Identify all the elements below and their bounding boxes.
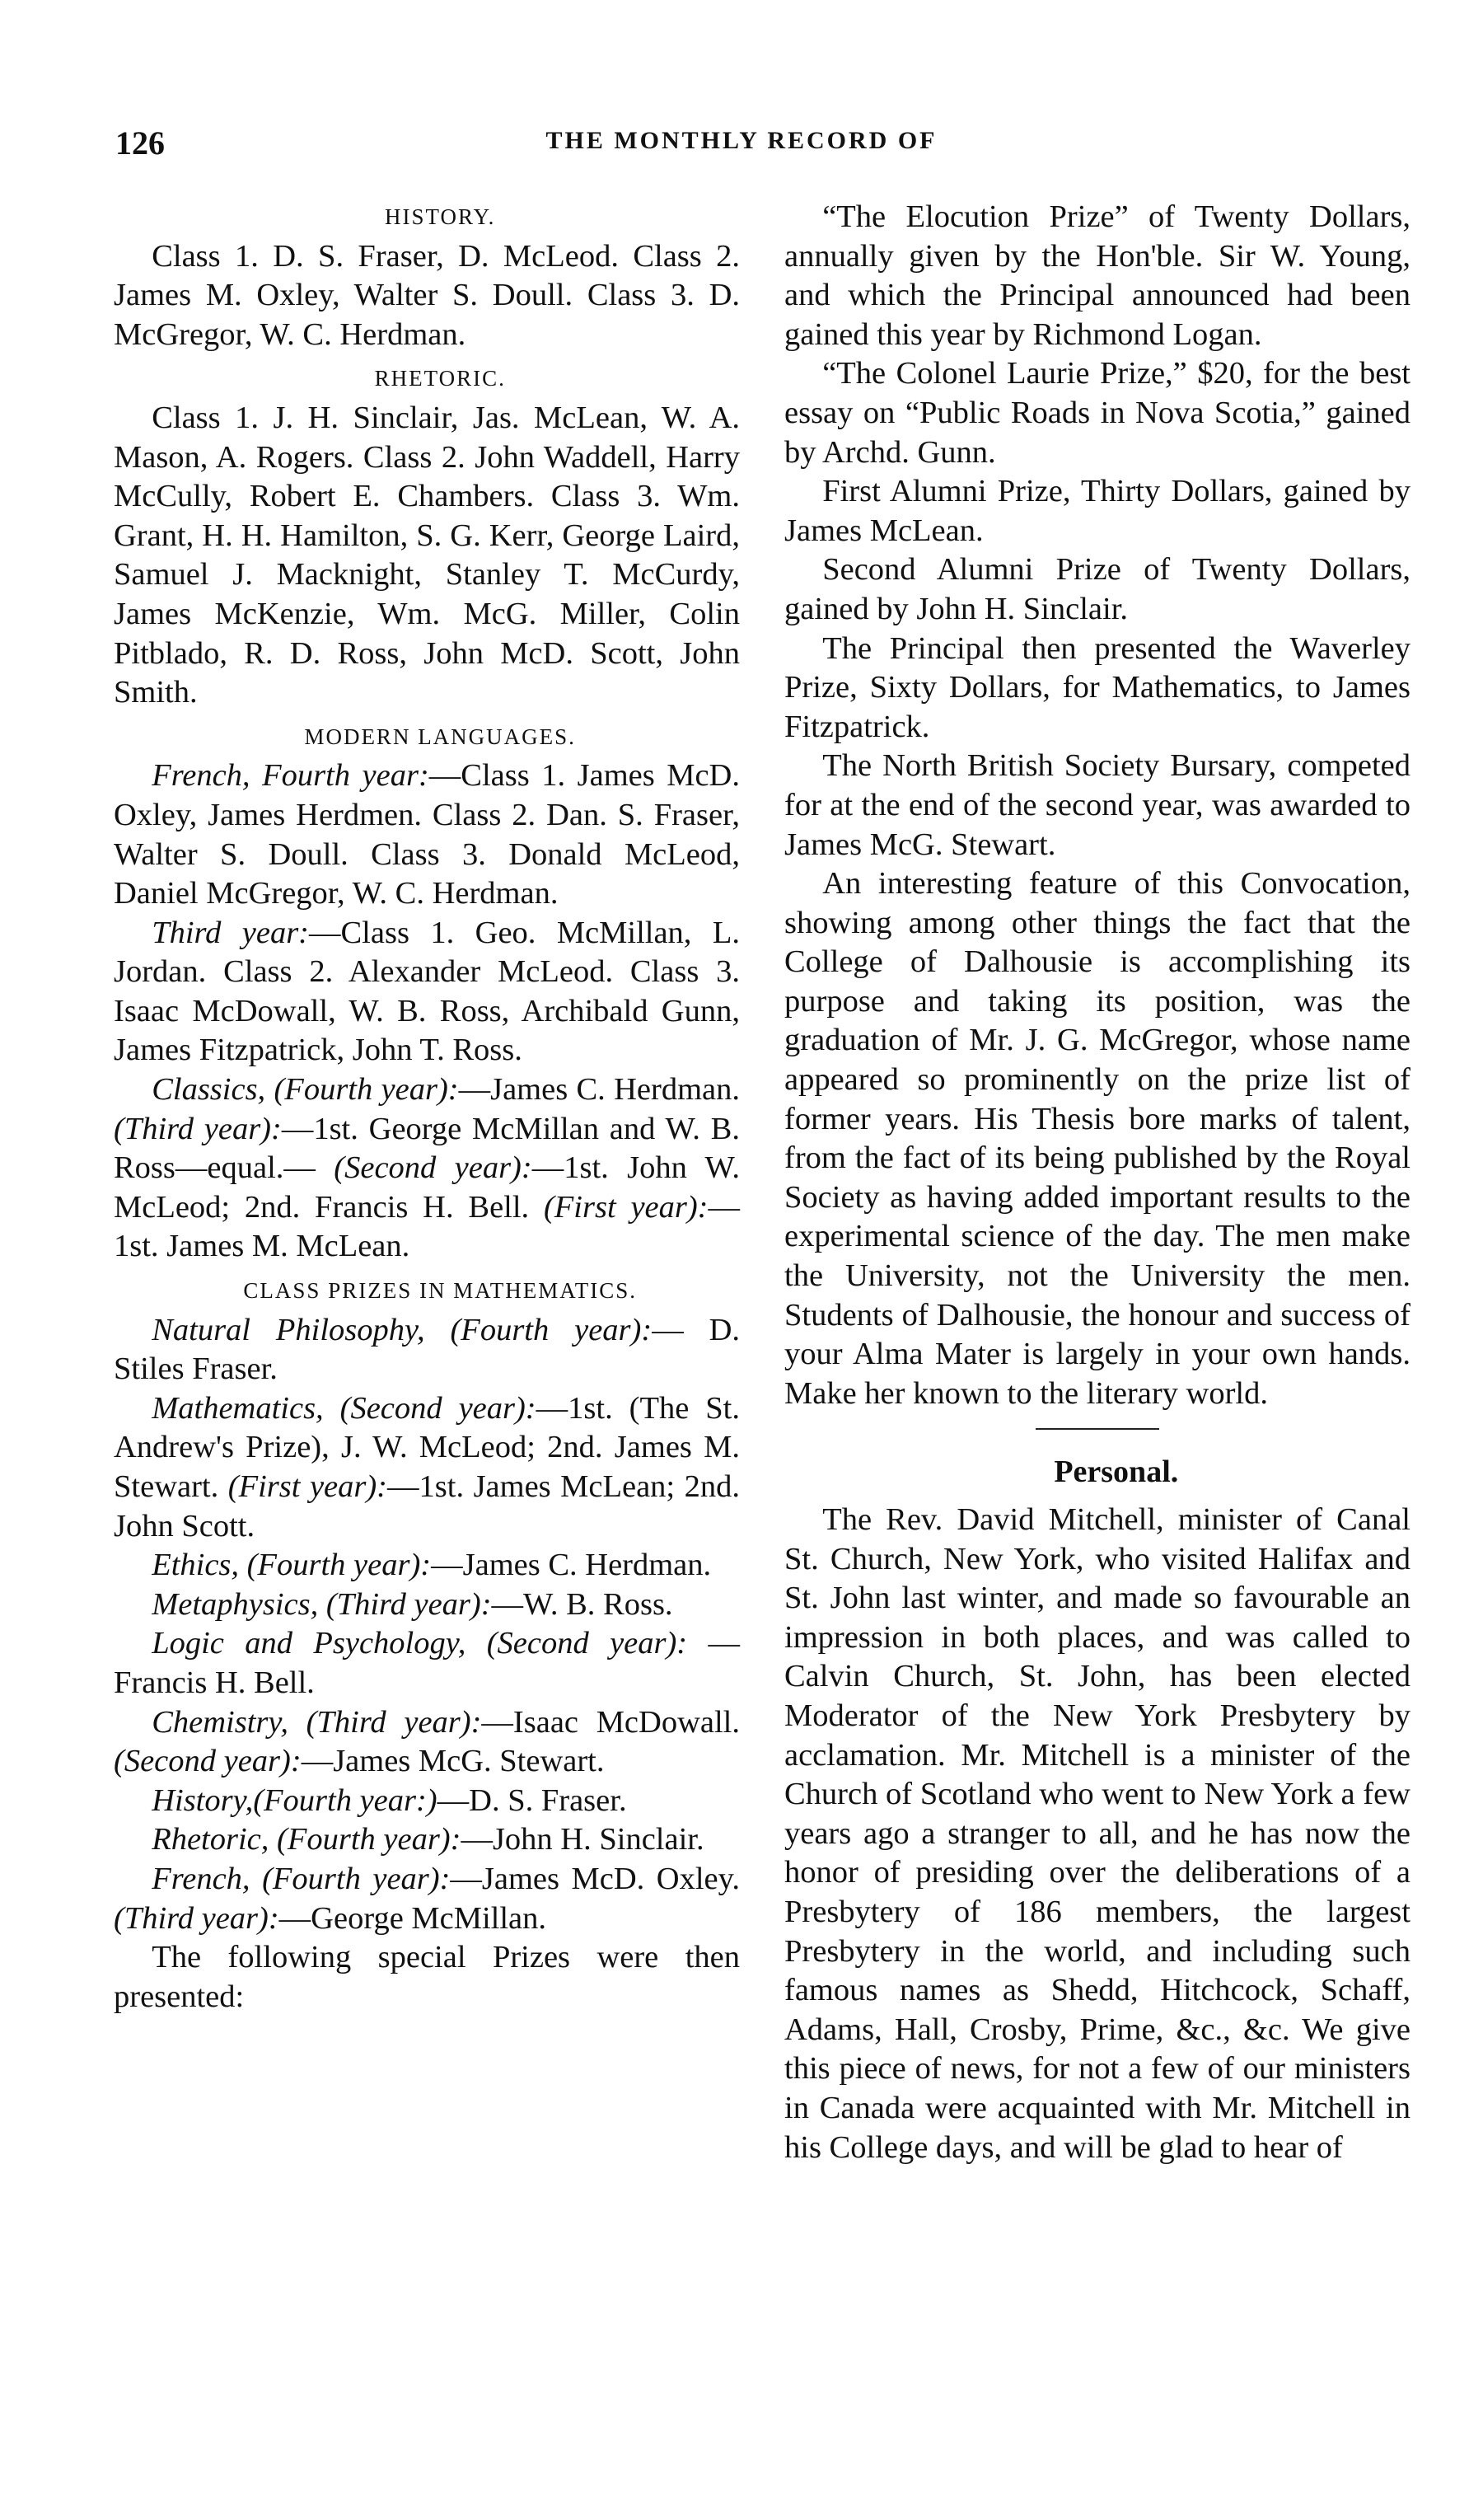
french-prize-label: French, (Fourth year): bbox=[152, 1861, 451, 1896]
left-column bbox=[114, 198, 740, 2016]
classics-paragraph bbox=[114, 1070, 740, 1267]
classics-second-text: —1st. John W. McLeod; 2nd. Francis H. Bell. bbox=[114, 1150, 740, 1225]
history-paragraph: Class 1. D. S. Fraser, D. McLeod. Class 2. James M. Oxley, Walter S. Doull. Class 3. D. McGregor, W. C. Herdman. bbox=[114, 238, 740, 352]
nat-phil-paragraph bbox=[114, 1311, 740, 1389]
mathematics-paragraph bbox=[114, 1389, 740, 1546]
classics-first-label: (First year): bbox=[543, 1189, 709, 1225]
rhetoric-prize-paragraph bbox=[114, 1820, 740, 1860]
metaphysics-label: Metaphysics, (Third year): bbox=[152, 1586, 492, 1622]
chemistry-second-label: (Second year): bbox=[114, 1744, 302, 1779]
third-year-paragraph bbox=[114, 914, 740, 1070]
ethics-text: —James C. Herdman. bbox=[431, 1548, 712, 1583]
metaphysics-text: —W. B. Ross. bbox=[491, 1586, 673, 1622]
chemistry-paragraph bbox=[114, 1703, 740, 1782]
logic-text: —Francis H. Bell. bbox=[114, 1626, 740, 1700]
bursary-paragraph: The North British Society Bursary, competed for at the end of the second year, was awarded to James McG. Stewart. bbox=[784, 748, 1410, 862]
french-prize-paragraph bbox=[114, 1860, 740, 1938]
ethics-label: Ethics, (Fourth year): bbox=[152, 1548, 432, 1583]
personal-heading: Personal. bbox=[1054, 1454, 1179, 1490]
classics-text: —James C. Herdman. bbox=[458, 1072, 740, 1108]
classics-third-label: (Third year): bbox=[114, 1111, 282, 1146]
section-divider bbox=[1036, 1428, 1159, 1430]
classics-third-text: —1st. George McMillan and W. B. Ross—equal.— bbox=[114, 1111, 740, 1186]
french-prize-text: —James McD. Oxley. bbox=[450, 1861, 740, 1896]
waverley-paragraph: The Principal then presented the Waverley Prize, Sixty Dollars, for Mathematics, to James Fitzpatrick. bbox=[784, 630, 1410, 744]
history-prize-text: —D. S. Fraser. bbox=[437, 1782, 627, 1818]
rhetoric-heading: RHETORIC. bbox=[374, 366, 506, 391]
page-number: 126 bbox=[115, 124, 165, 162]
nat-phil-text: — D. Stiles Fraser. bbox=[114, 1312, 740, 1387]
logic-label: Logic and Psychology, (Second year): bbox=[152, 1626, 688, 1661]
nat-phil-label: Natural Philosophy, (Fourth year): bbox=[152, 1312, 653, 1347]
elocution-paragraph: “The Elocution Prize” of Twenty Dollars, annually given by the Hon'ble. Sir W. Young, and which the Principal announced had been gained this year by Richmond Logan. bbox=[784, 199, 1410, 352]
french-fourth-text: —Class 1. James McD. Oxley, James Herdmen. Class 2. Dan. S. Fraser, Walter S. Doull. Class 3. Donald McLeod, Daniel McGregor, W. C. Herdman. bbox=[114, 758, 740, 911]
right-column bbox=[784, 198, 1410, 2167]
personal-paragraph: The Rev. David Mitchell, minister of Canal St. Church, New York, who visited Halifax and St. John last winter, and made so favourable an impression in both places, and was called to Calvin Church, St. John, has been elected Moderator of the New York Presbytery by acclamation. Mr. Mitchell is a minister of the Church of Scotland who went to New York a few years ago a stranger to all, and he has now the honor of presiding over the deliberations of a Presbytery of 186 members, the largest Presbytery in the world, and including such famous names as Shedd, Hitchcock, Schaff, Adams, Hall, Crosby, Prime, &c., &c. We give this piece of news, for not a few of our ministers in Canada were acquainted with Mr. Mitchell in his College days, and will be glad to hear of bbox=[784, 1502, 1410, 2165]
classics-label: Classics, (Fourth year): bbox=[152, 1072, 459, 1108]
history-prize-label: History,(Fourth year:) bbox=[152, 1782, 437, 1818]
chemistry-text: —Isaac McDowall. bbox=[481, 1704, 740, 1740]
classics-first-text: — 1st. James M. McLean. bbox=[114, 1189, 740, 1264]
history-heading: HISTORY. bbox=[385, 204, 496, 229]
third-year-label: Third year: bbox=[152, 915, 309, 950]
second-alumni-paragraph: Second Alumni Prize of Twenty Dollars, gained by John H. Sinclair. bbox=[784, 552, 1410, 626]
logic-paragraph bbox=[114, 1624, 740, 1703]
chemistry-label: Chemistry, (Third year): bbox=[152, 1704, 482, 1740]
third-year-text: —Class 1. Geo. McMillan, L. Jordan. Class 2. Alexander McLeod. Class 3. Isaac McDowall, W. B. Ross, Archibald Gunn, James Fitzpatrick, John T. Ross. bbox=[114, 915, 740, 1068]
mathematics-first-text: —1st. James McLean; 2nd. John Scott. bbox=[114, 1469, 741, 1543]
french-third-label: (Third year): bbox=[114, 1900, 279, 1936]
french-fourth-paragraph bbox=[114, 756, 740, 913]
mathematics-text: —1st. (The St. Andrew's Prize), J. W. McLeod; 2nd. James M. Stewart. bbox=[114, 1390, 741, 1504]
convocation-paragraph: An interesting feature of this Convocation, showing among other things the fact that the College of Dalhousie is accomplishing its purpose and taking its position, was the graduation of Mr. J. G. McGregor, whose name appeared so prominently on the prize list of former years. His Thesis bore marks of talent, from the fact of its being published by the Royal Society as having added important results to the experimental science of the day. The men make the University, not the University the men. Students of Dalhousie, the honour and success of your Alma Mater is largely in your own hands. Make her known to the literary world. bbox=[784, 866, 1410, 1411]
first-alumni-paragraph: First Alumni Prize, Thirty Dollars, gained by James McLean. bbox=[784, 474, 1410, 548]
colonel-laurie-paragraph: “The Colonel Laurie Prize,” $20, for the best essay on “Public Roads in Nova Scotia,” gained by Archd. Gunn. bbox=[784, 356, 1410, 470]
modern-languages-heading: MODERN LANGUAGES. bbox=[304, 724, 576, 749]
mathematics-label: Mathematics, (Second year): bbox=[152, 1390, 536, 1426]
history-prize-paragraph bbox=[114, 1782, 740, 1821]
metaphysics-paragraph bbox=[114, 1586, 740, 1625]
math-prizes-heading: CLASS PRIZES IN MATHEMATICS. bbox=[243, 1278, 637, 1304]
classics-second-label: (Second year): bbox=[334, 1150, 532, 1186]
french-fourth-label: French, Fourth year: bbox=[152, 758, 429, 794]
special-prizes-paragraph: The following special Prizes were then presented: bbox=[114, 1940, 740, 2014]
french-third-text: —George McMillan. bbox=[278, 1900, 547, 1936]
chemistry-second-text: —James McG. Stewart. bbox=[301, 1744, 605, 1779]
mathematics-first-label: (First year): bbox=[227, 1469, 388, 1504]
ethics-paragraph bbox=[114, 1546, 740, 1586]
running-title: THE MONTHLY RECORD OF bbox=[545, 127, 938, 154]
rhetoric-prize-text: —John H. Sinclair. bbox=[461, 1822, 704, 1857]
rhetoric-prize-label: Rhetoric, (Fourth year): bbox=[152, 1822, 461, 1857]
rhetoric-paragraph: Class 1. J. H. Sinclair, Jas. McLean, W. A. Mason, A. Rogers. Class 2. John Waddell, Harry McCully, Robert E. Chambers. Class 3. Wm. Grant, H. H. Hamilton, S. G. Kerr, George Laird, Samuel J. Macknight, Stanley T. McCurdy, James McKenzie, Wm. McG. Miller, Colin Pitblado, R. D. Ross, John McD. Scott, John Smith. bbox=[114, 400, 740, 710]
running-head bbox=[115, 124, 1368, 173]
